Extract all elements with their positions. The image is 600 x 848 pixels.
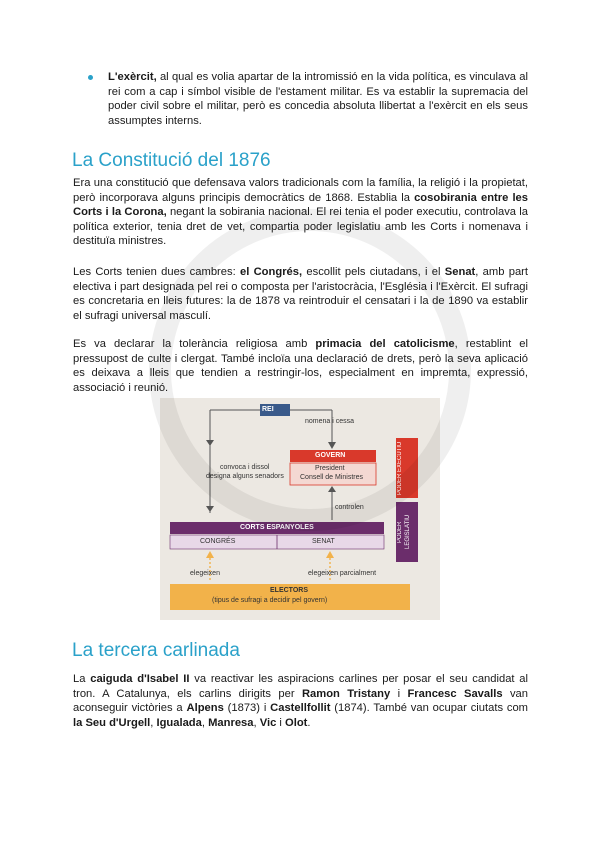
govern-label: GOVERN	[315, 452, 346, 459]
nomena-label: nomena i cessa	[305, 418, 355, 425]
bullet-dot	[88, 75, 93, 80]
paragraph-constitucio-2: Les Corts tenien dues cambres: el Congrés, escollit pels ciutadans, i el Senat, amb part electiva i part designada pel rei o composta per l'aristocràcia, l'Església i l'Exèrcit. El sufragi es concretaria en lleis futures: la de 1878 va reintroduir el censatari i la de 1890 va establir el sufragi universal masculí.	[73, 266, 529, 322]
electors-sub-label: (tipus de sufragi a decidir pel govern)	[212, 597, 328, 604]
poder-executiu-label: PODER EXECUTIU	[397, 441, 403, 495]
president-label: President	[315, 465, 345, 472]
paragraph-constitucio-1: Era una constitució que defensava valors tradicionals com la família, la religió i la propietat, però incorporava alguns principis democràtics de 1868. Establia la cosobirania entre les Corts i la Corona, negant la sobirania nacional. El rei tenia el poder executiu, controlava la política exterior, tenia dret de vet, compartia poder legislatiu amb les Corts i nomenava i destituïa ministres.	[73, 177, 528, 248]
constitution-diagram	[160, 398, 440, 620]
paragraph-constitucio-3: Es va declarar la tolerància religiosa amb primacia del catolicisme, restablint el pressupost de culte i clergat. També incloïa una declaració de drets, però la seva aplicació es deixava a lleis que tendien a restringir-los, especialment en impremta, expressió, associació i reunió.	[73, 338, 528, 394]
section-title-carlinada: La tercera carlinada	[72, 640, 240, 661]
senat-label: SENAT	[312, 538, 335, 545]
controlen-label: controlen	[335, 504, 364, 511]
section-title-constitucio: La Constitució del 1876	[72, 150, 271, 171]
bullet-paragraph: L'exèrcit, al qual es volia apartar de la intromissió en la vida política, es vinculava al rei com a cap i símbol visible de l'estament militar. Es va establir la supremacia del poder civil sobre el militar, però es concedia absoluta llibertat a l'exèrcit en els seus assumptes interns.	[108, 71, 528, 127]
elegeixen-parcialment-label: elegeixen parcialment	[308, 570, 377, 577]
consell-label: Consell de Ministres	[300, 474, 364, 481]
paragraph-carlinada: La caiguda d'Isabel II va reactivar les aspiracions carlines per posar el seu candidat al tron. A Catalunya, els carlins dirigits per Ramon Tristany i Francesc Savalls van aconseguir victòries a Alpens (1873) i Castellfollit (1874). També van ocupar ciutats com la Seu d'Urgell, Igualada, Manresa, Vic i Olot.	[73, 673, 529, 729]
electors-label: ELECTORS	[270, 587, 308, 594]
designa-label: designa alguns senadors	[206, 473, 284, 480]
elegeixen-label: elegeixen	[190, 570, 220, 577]
corts-label: CORTS ESPANYOLES	[240, 524, 314, 531]
poder-legislatiu-label: PODER LEGISLATIU	[397, 514, 411, 550]
convoca-label: convoca i dissol	[220, 464, 270, 471]
congres-label: CONGRÉS	[200, 538, 236, 545]
rei-label: REI	[262, 406, 274, 413]
